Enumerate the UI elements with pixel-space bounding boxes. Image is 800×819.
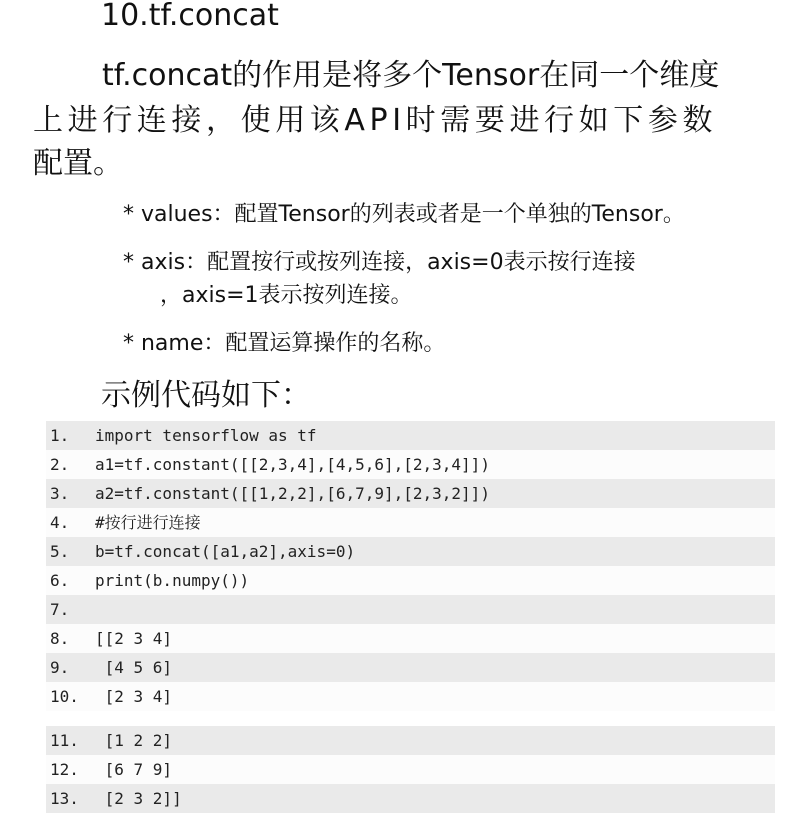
code-line	[46, 682, 775, 711]
intro-line-1: tf.concat的作用是将多个Tensor在同一个维度	[102, 58, 720, 93]
line-number: 8.	[50, 629, 70, 648]
code-line	[46, 450, 775, 479]
line-number: 4.	[50, 513, 70, 532]
code-line	[46, 755, 775, 784]
code-line	[46, 595, 775, 624]
section-heading: 10.tf.concat	[101, 0, 279, 33]
line-number: 12.	[50, 760, 79, 779]
code-line	[46, 537, 775, 566]
code-line	[46, 421, 775, 450]
code-text: b=tf.concat([a1,a2],axis=0)	[95, 542, 356, 561]
code-text: #按行进行连接	[95, 513, 201, 532]
code-text: a1=tf.constant([[2,3,4],[4,5,6],[2,3,4]])	[95, 455, 490, 474]
line-number: 7.	[50, 600, 70, 619]
line-number: 9.	[50, 658, 70, 677]
line-number: 6.	[50, 571, 70, 590]
code-text: [2 3 4]	[95, 687, 173, 706]
bullet-name: * name：配置运算操作的名称。	[123, 331, 446, 356]
bullet-axis-continued: ，axis=1表示按列连接。	[160, 283, 413, 308]
code-text: [[2 3 4]	[95, 629, 173, 648]
code-line	[46, 624, 775, 653]
line-number: 3.	[50, 484, 70, 503]
code-block-1	[46, 421, 775, 711]
line-number: 11.	[50, 731, 79, 750]
line-number: 10.	[50, 687, 79, 706]
bullet-axis: * axis：配置按行或按列连接，axis=0表示按行连接	[123, 250, 636, 275]
code-line	[46, 479, 775, 508]
code-block-2	[46, 726, 775, 813]
code-text: [4 5 6]	[95, 658, 173, 677]
code-line	[46, 508, 775, 537]
intro-line-3: 配置。	[33, 146, 123, 181]
code-text: a2=tf.constant([[1,2,2],[6,7,9],[2,3,2]])	[95, 484, 490, 503]
line-number: 2.	[50, 455, 70, 474]
code-line	[46, 566, 775, 595]
code-line	[46, 726, 775, 755]
intro-line-2: 上进行连接，使用该API时需要进行如下参数	[33, 103, 718, 138]
code-text: [6 7 9]	[95, 760, 173, 779]
code-line	[46, 784, 775, 813]
code-text: print(b.numpy())	[95, 571, 250, 590]
example-label: 示例代码如下：	[101, 378, 311, 413]
bullet-values: * values：配置Tensor的列表或者是一个单独的Tensor。	[123, 202, 685, 227]
code-text: [1 2 2]	[95, 731, 173, 750]
line-number: 13.	[50, 789, 79, 808]
code-text: import tensorflow as tf	[95, 426, 317, 445]
code-line	[46, 653, 775, 682]
line-number: 5.	[50, 542, 70, 561]
code-text: [2 3 2]]	[95, 789, 182, 808]
line-number: 1.	[50, 426, 70, 445]
